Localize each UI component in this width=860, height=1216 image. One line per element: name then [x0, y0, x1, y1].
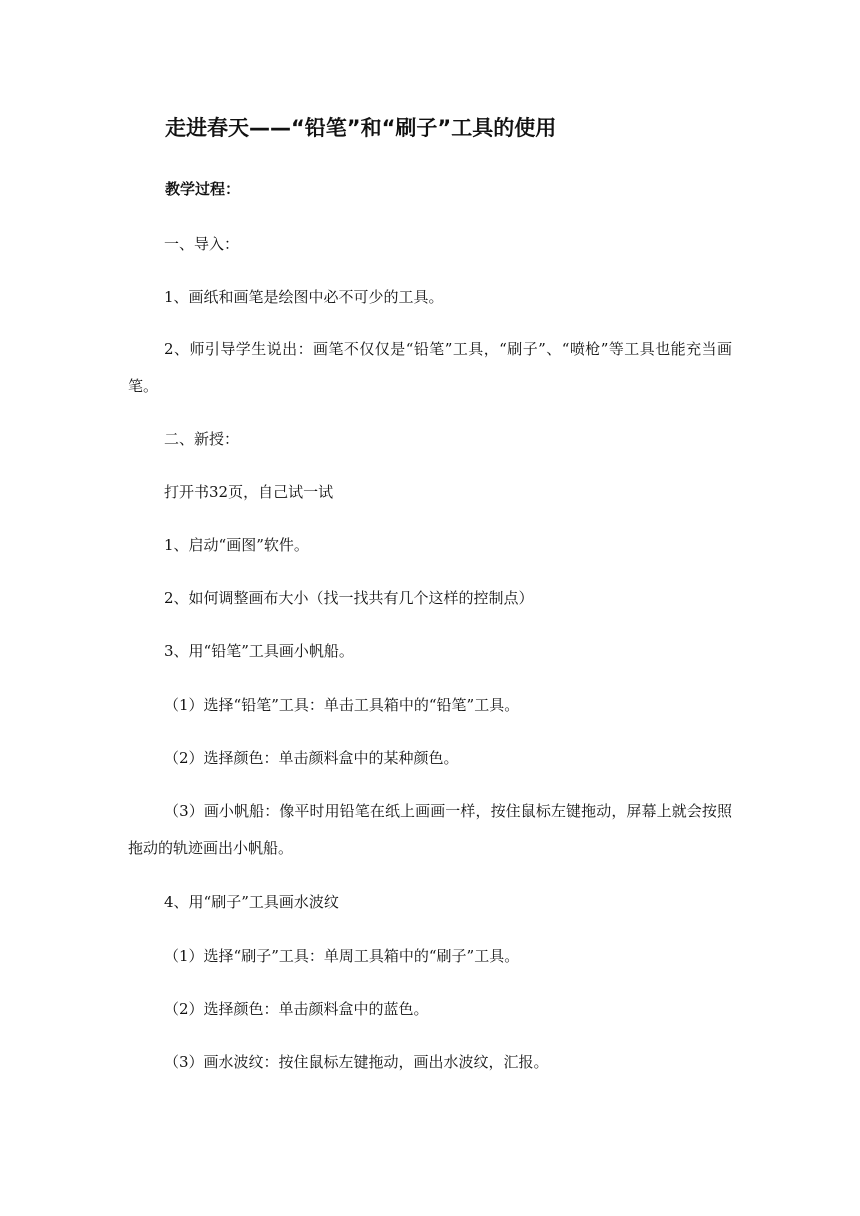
paragraph-item: 4、用“刷子”工具画水波纹 — [164, 893, 339, 911]
paragraph-intro-heading: 一、导入： — [164, 235, 240, 253]
paragraph-subitem: （3）画水波纹：按住鼠标左键拖动，画出水波纹，汇报。 — [164, 1053, 549, 1071]
paragraph-subitem: （2）选择颜色：单击颜料盒中的某种颜色。 — [164, 749, 459, 767]
paragraph-subitem: （1）选择“刷子”工具：单周工具箱中的“刷子”工具。 — [164, 947, 520, 965]
paragraph-item: 2、如何调整画布大小（找一找共有几个这样的控制点） — [164, 589, 534, 607]
section-heading: 教学过程： — [165, 180, 241, 198]
paragraph-subitem: （1）选择“铅笔”工具：单击工具箱中的“铅笔”工具。 — [164, 696, 520, 714]
paragraph-item: 打开书32页，自己试一试 — [164, 483, 334, 501]
paragraph-subitem: （2）选择颜色：单击颜料盒中的蓝色。 — [164, 1000, 429, 1018]
document-title: 走进春天——“铅笔”和“刷子”工具的使用 — [165, 116, 557, 140]
paragraph-subitem: （3）画小帆船：像平时用铅笔在纸上画画一样，按住鼠标左键拖动，屏幕上就会按照拖动的轨迹画出小帆船。 — [128, 802, 732, 857]
paragraph-item: 2、师引导学生说出：画笔不仅仅是“铅笔”工具，“刷子”、“喷枪”等工具也能充当画笔。 — [128, 340, 732, 395]
paragraph-item: 1、启动“画图”软件。 — [164, 536, 309, 554]
paragraph-new-heading: 二、新授： — [164, 430, 240, 448]
paragraph-item: 3、用“铅笔”工具画小帆船。 — [164, 642, 354, 660]
paragraph-item: 1、画纸和画笔是绘图中必不可少的工具。 — [164, 288, 444, 306]
